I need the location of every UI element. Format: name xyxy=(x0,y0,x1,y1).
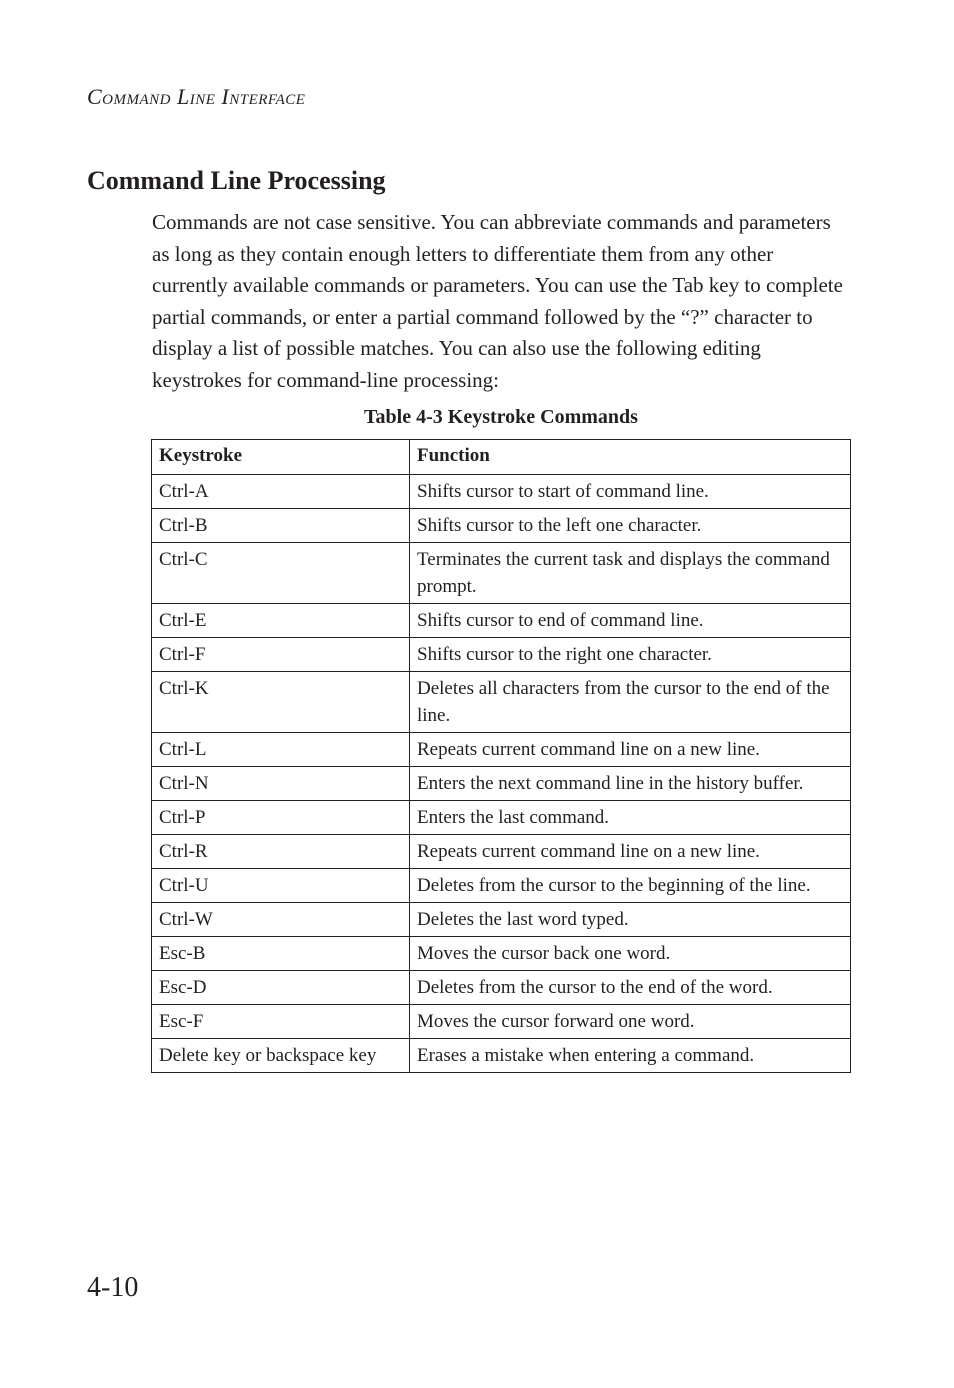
keystroke-cell: Ctrl-K xyxy=(152,672,410,733)
function-cell: Repeats current command line on a new line. xyxy=(410,835,851,869)
keystroke-cell: Ctrl-L xyxy=(152,733,410,767)
table-header-row xyxy=(152,440,851,475)
section-title: Command Line Processing xyxy=(87,166,386,195)
running-head: Command Line Interface xyxy=(87,84,306,109)
function-cell: Moves the cursor forward one word. xyxy=(410,1005,851,1039)
table-row xyxy=(152,1005,851,1039)
table-caption: Table 4-3 Keystroke Commands xyxy=(364,406,638,428)
keystroke-cell: Delete key or backspace key xyxy=(152,1039,410,1073)
body-paragraph: Commands are not case sensitive. You can abbreviate commands and parameters as long as they contain enough letters to differentiate them from any other currently available commands or parameters. You can use the Tab key to complete partial commands, or enter a partial command followed by the “?” character to display a list of possible matches. You can also use the following editing keystrokes for command-line processing: xyxy=(152,210,843,392)
table-row xyxy=(152,971,851,1005)
table-row xyxy=(152,672,851,733)
table-row xyxy=(152,543,851,604)
page-number: 4-10 xyxy=(87,1272,139,1303)
table-row xyxy=(152,604,851,638)
function-cell: Deletes the last word typed. xyxy=(410,903,851,937)
function-cell: Deletes from the cursor to the beginning of the line. xyxy=(410,869,851,903)
function-cell: Enters the next command line in the history buffer. xyxy=(410,767,851,801)
function-cell: Repeats current command line on a new line. xyxy=(410,733,851,767)
table-row xyxy=(152,801,851,835)
function-cell: Enters the last command. xyxy=(410,801,851,835)
keystroke-cell: Esc-B xyxy=(152,937,410,971)
keystroke-cell: Ctrl-R xyxy=(152,835,410,869)
keystroke-cell: Ctrl-E xyxy=(152,604,410,638)
keystroke-cell: Ctrl-F xyxy=(152,638,410,672)
function-cell: Moves the cursor back one word. xyxy=(410,937,851,971)
keystroke-cell: Ctrl-B xyxy=(152,509,410,543)
function-cell: Shifts cursor to the left one character. xyxy=(410,509,851,543)
function-cell: Deletes from the cursor to the end of the word. xyxy=(410,971,851,1005)
table-row xyxy=(152,509,851,543)
keystroke-cell: Ctrl-A xyxy=(152,475,410,509)
table-row xyxy=(152,937,851,971)
keystroke-cell: Ctrl-P xyxy=(152,801,410,835)
header-keystroke: Keystroke xyxy=(152,440,410,475)
keystroke-table xyxy=(151,439,851,1073)
keystroke-cell: Ctrl-U xyxy=(152,869,410,903)
table-row xyxy=(152,767,851,801)
table-row xyxy=(152,869,851,903)
function-cell: Deletes all characters from the cursor to the end of the line. xyxy=(410,672,851,733)
keystroke-cell: Ctrl-C xyxy=(152,543,410,604)
table-row xyxy=(152,1039,851,1073)
table-row xyxy=(152,903,851,937)
function-cell: Shifts cursor to end of command line. xyxy=(410,604,851,638)
function-cell: Terminates the current task and displays the command prompt. xyxy=(410,543,851,604)
function-cell: Shifts cursor to start of command line. xyxy=(410,475,851,509)
header-function: Function xyxy=(410,440,851,475)
keystroke-cell: Esc-F xyxy=(152,1005,410,1039)
table-row xyxy=(152,835,851,869)
table-row xyxy=(152,638,851,672)
table-row xyxy=(152,475,851,509)
function-cell: Erases a mistake when entering a command. xyxy=(410,1039,851,1073)
table-row xyxy=(152,733,851,767)
keystroke-cell: Esc-D xyxy=(152,971,410,1005)
keystroke-cell: Ctrl-N xyxy=(152,767,410,801)
function-cell: Shifts cursor to the right one character. xyxy=(410,638,851,672)
keystroke-cell: Ctrl-W xyxy=(152,903,410,937)
